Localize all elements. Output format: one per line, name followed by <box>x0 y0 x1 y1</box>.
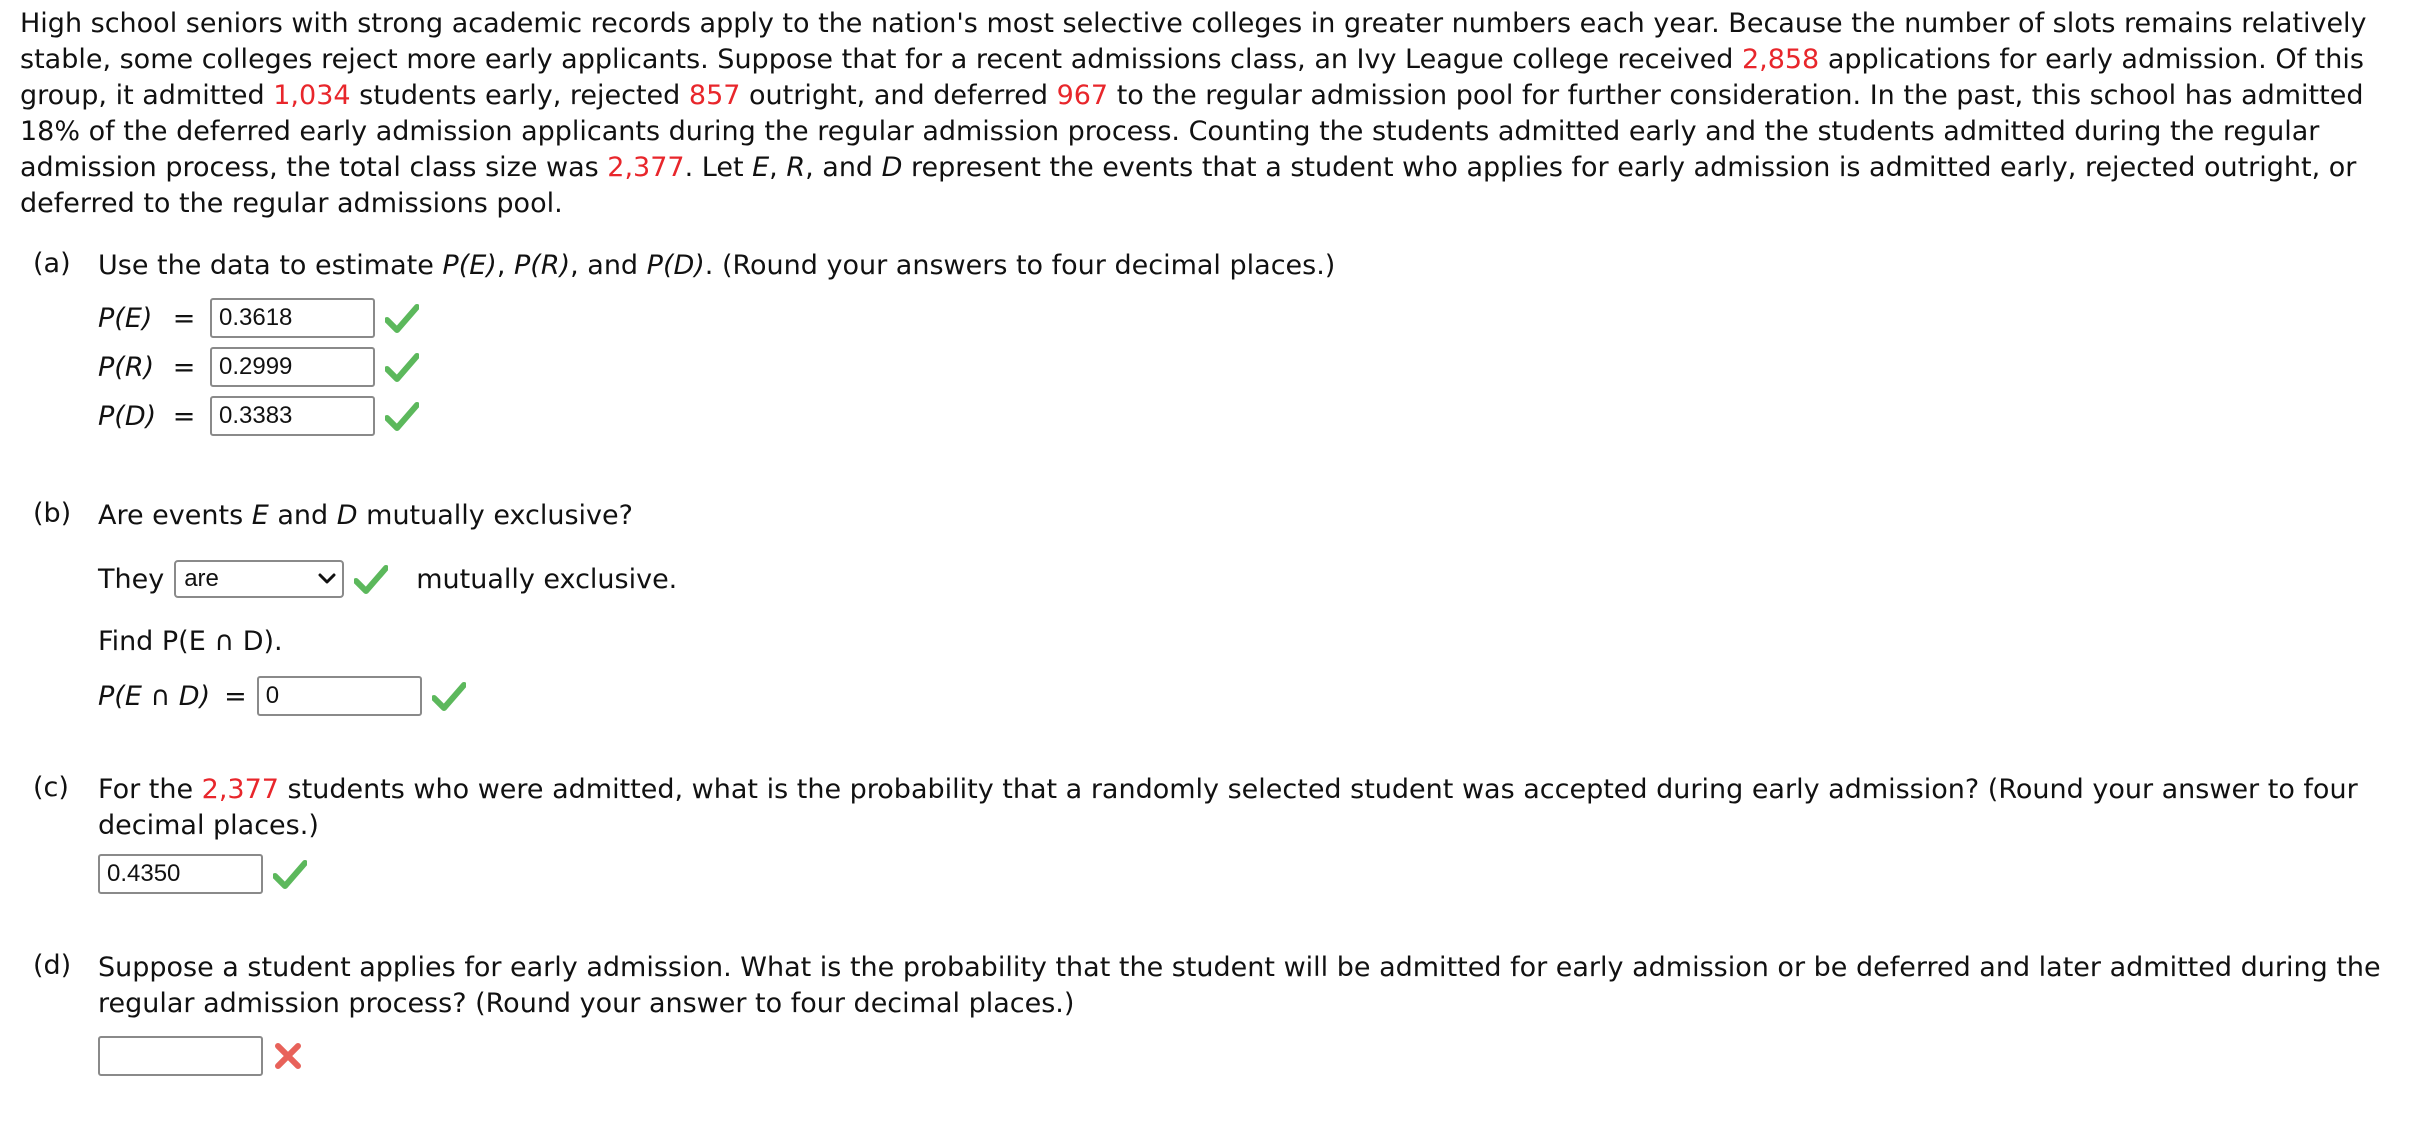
question-text: , <box>496 250 514 281</box>
check-icon <box>385 401 419 431</box>
question-text: For the <box>98 774 202 805</box>
question-text: students who were admitted, what is the probability that a randomly selected student was accepted during early admission? (Round your answer to four decimal places.) <box>98 774 2358 841</box>
pe-and-d-label: P(E ∩ D) <box>98 680 211 712</box>
question-text: and <box>268 500 337 531</box>
value-rejected: 857 <box>688 80 741 111</box>
value-applications: 2,858 <box>1741 44 1820 75</box>
part-c-question <box>98 772 2398 844</box>
exclusive-select-value: are <box>184 565 219 592</box>
mutually-exclusive-text: mutually exclusive. <box>416 563 678 595</box>
part-d-answer-row <box>98 1036 303 1076</box>
var-d: D <box>881 152 903 183</box>
part-c-answer-row <box>98 854 307 894</box>
part-c-input[interactable]: 0.4350 <box>98 854 263 894</box>
check-icon <box>385 352 419 382</box>
pe-input[interactable]: 0.3618 <box>210 298 375 338</box>
pr-label: P(R) <box>98 351 155 383</box>
question-text: , and <box>570 250 647 281</box>
chevron-down-icon <box>318 573 336 585</box>
part-b-label: (b) <box>33 498 72 529</box>
part-d-question: Suppose a student applies for early admission. What is the probability that the student will be admitted for early admission or be deferred and later admitted during the regular admission process? (Round your answer to four decimal places.) <box>98 952 2381 1019</box>
part-a-question <box>98 248 1335 284</box>
problem-text: High school seniors with strong academic records apply to the nation's most selective colleges in greater numbers each year. Because the number of slots remains relatively stable, some colleges reject more early applicants. Suppose that for a recent admissions class, an Ivy League college received <box>20 8 2367 75</box>
part-d-label: (d) <box>33 950 72 981</box>
pr-row <box>98 347 419 387</box>
problem-text: , <box>769 152 787 183</box>
equals-sign: = <box>172 351 196 383</box>
check-icon <box>432 681 466 711</box>
equals-sign: = <box>172 302 196 334</box>
var-r: R <box>786 152 806 183</box>
question-text: mutually exclusive? <box>357 500 633 531</box>
value-admitted-early: 1,034 <box>273 80 351 111</box>
problem-text: outright, and deferred <box>740 80 1057 111</box>
part-d-input[interactable] <box>98 1036 263 1076</box>
pe-and-d-row <box>98 676 466 716</box>
pe-and-d-input[interactable]: 0 <box>257 676 422 716</box>
check-icon <box>354 564 388 594</box>
problem-text: students early, rejected <box>350 80 689 111</box>
part-c-label: (c) <box>33 772 69 803</box>
pe-row <box>98 298 419 338</box>
they-label: They <box>98 563 165 595</box>
problem-text: represent the events that a student who applies for early admission is admitted early, rejected outright, or deferred to the regular admissions pool. <box>20 152 2357 219</box>
pe-text: P(E) <box>442 250 497 281</box>
find-prompt: Find P(E ∩ D). <box>98 626 283 657</box>
question-text: . (Round your answers to four decimal places.) <box>704 250 1336 281</box>
value-deferred: 967 <box>1056 80 1109 111</box>
problem-text: , and <box>805 152 882 183</box>
question-text: Are events <box>98 500 252 531</box>
var-e: E <box>251 500 269 531</box>
problem-statement <box>20 6 2410 222</box>
pr-input[interactable]: 0.2999 <box>210 347 375 387</box>
pe-label: P(E) <box>98 302 153 334</box>
cross-icon <box>273 1041 303 1071</box>
problem-text: . Let <box>684 152 753 183</box>
exclusive-select[interactable] <box>174 560 344 598</box>
pd-label: P(D) <box>98 400 157 432</box>
exclusive-row <box>98 560 677 598</box>
value-class-size: 2,377 <box>607 152 685 183</box>
pd-input[interactable]: 0.3383 <box>210 396 375 436</box>
part-b-question <box>98 498 633 534</box>
var-e: E <box>752 152 770 183</box>
value-class-size: 2,377 <box>201 774 279 805</box>
pd-row <box>98 396 419 436</box>
check-icon <box>273 859 307 889</box>
part-a-label: (a) <box>33 248 71 279</box>
equals-sign: = <box>224 680 247 712</box>
pr-text: P(R) <box>514 250 571 281</box>
problem-text: to the regular admission pool for further consideration. In the past, this school has admitted 18% of the deferred early admission applicants during the regular admission process. Counting the students admitted early and the students admitted during the regular admission process, the total class size was <box>20 80 2364 183</box>
question-text: Use the data to estimate <box>98 250 443 281</box>
problem-text: applications for early admission. Of this group, it admitted <box>20 44 2364 111</box>
var-d: D <box>336 500 358 531</box>
equals-sign: = <box>172 400 196 432</box>
pd-text: P(D) <box>646 250 705 281</box>
check-icon <box>385 303 419 333</box>
